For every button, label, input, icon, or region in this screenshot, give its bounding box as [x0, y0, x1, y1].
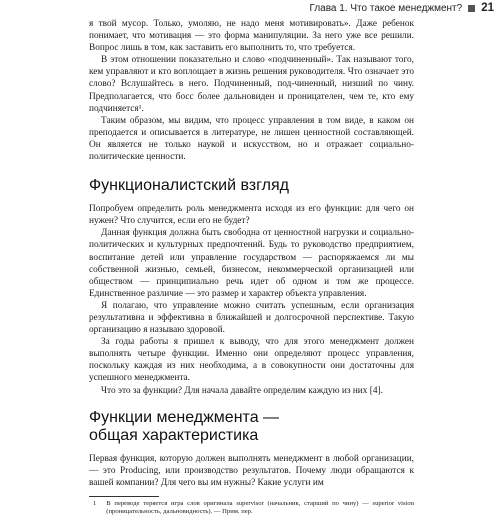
section-heading-management-functions: [89, 409, 414, 445]
paragraph: Что это за функции? Для начала давайте определим каждую из них [4].: [101, 385, 383, 396]
heading-line: общая характеристика: [89, 426, 259, 444]
footnote-divider: [89, 496, 159, 497]
paragraph: Я полагаю, что управление можно считать успешным, если организация результативна и эффективна в ближайшей и долгосрочной перспективе. Такую организацию я называю здоровой.: [89, 300, 414, 336]
square-bullet-icon: [468, 5, 475, 12]
section-heading-functionalist: Функционалистский взгляд: [89, 177, 289, 195]
page-number: 21: [481, 2, 494, 14]
paragraph: В этом отношении показательно и слово «подчиненный». Так называют того, кем управляют и кто воплощает в жизнь решения руководителя. Что означает это слово? Вслушайтесь в него. Подчиненный, под-чиненный, низший по чину. Предполагается, что босс более дальновиден и проницателен, чем те, кто ему подчиняется¹.: [89, 55, 414, 114]
paragraph: За годы работы я пришел к выводу, что для этого менеджмент должен выполнять четыре функции. Именно они определяют процесс управления, поскольку каждая из них необходима, а в совокупности они достаточны для успешного менеджмента.: [89, 337, 414, 384]
chapter-title: Глава 1. Что такое менеджмент?: [309, 2, 463, 14]
paragraph: Первая функция, которую должен выполнять менеджмент в любой организации, — это Producing, или производство результатов. Почему люди обращаются к вашей компании? Для чего вы им нужны? Какие услуги им: [89, 453, 414, 488]
footnote-text: В переводе теряется игра слов оригинала supervisor (начальник, старший по чину) — superior vision (проницательность, дальновидность). — Прим. пер.: [106, 499, 414, 516]
paragraph: я твой мусор. Только, умоляю, не надо меня мотивировать». Даже ребенок понимает, что мотивация — это форма манипуляции. За него уже все решили. Вопрос лишь в том, как заставить его выполнить то, что требуется.: [89, 19, 414, 54]
footnote-number: 1: [93, 499, 97, 507]
paragraph: Таким образом, мы видим, что процесс управления в том виде, в каком он преподается и описывается в литературе, не лишен ценностной составляющей. Он является не только наукой и искусством, но и отражает социально-политические ценности.: [89, 115, 414, 163]
heading-line: Функции менеджмента —: [89, 408, 280, 426]
footnote: [89, 500, 414, 517]
page-body: [89, 18, 414, 517]
paragraph: Попробуем определить роль менеджмента исходя из его функции: для чего он нужен? Что случится, если его не будет?: [89, 204, 414, 227]
paragraph: Данная функция должна быть свободна от ценностной нагрузки и социально-политических и культурных предпочтений. Будь то руководство предприятием, воспитание детей или управление государством — распоряжаемся ли мы собственной жизнью, семьей, бизнесом, некоммерческой организацией или обществом — принципиально речь идет об одном и том же процессе. Единственное различие — это размер и характер объекта управления.: [89, 228, 414, 299]
running-header: [309, 2, 494, 14]
